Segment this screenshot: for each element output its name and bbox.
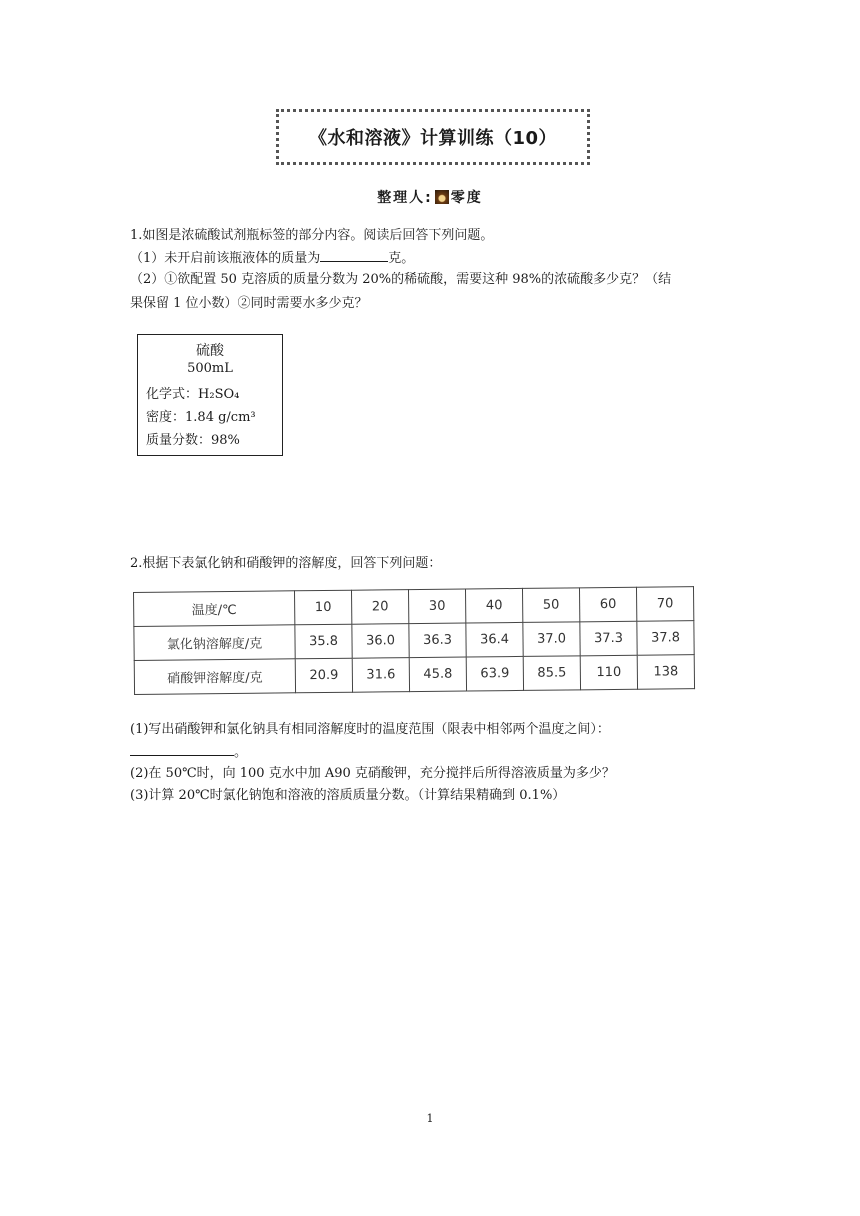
q2-sub1-line2: 。	[130, 742, 247, 763]
q2-stem: 2.根据下表氯化钠和硝酸钾的溶解度，回答下列问题：	[130, 556, 442, 571]
table-cell: 10	[294, 590, 351, 625]
page-number: 1	[426, 1112, 434, 1125]
page-title: 《水和溶液》计算训练（10）	[276, 109, 590, 165]
solubility-table	[133, 586, 695, 695]
answer-blank	[320, 248, 388, 262]
table-cell: 37.8	[637, 621, 694, 656]
table-cell: 40	[465, 588, 522, 623]
table-cell: 110	[580, 655, 637, 690]
table-cell: 36.4	[466, 622, 523, 657]
q2-sub3: (3)计算 20℃时氯化钠饱和溶液的溶质质量分数。（计算结果精确到 0.1%）	[130, 788, 566, 803]
table-cell: 20.9	[295, 658, 352, 693]
answer-blank	[130, 742, 234, 756]
q2-sub1-line1: (1)写出硝酸钾和氯化钠具有相同溶解度时的温度范围（限表中相邻两个温度之间）：	[130, 722, 610, 737]
table-header-cell: 温度/℃	[134, 591, 295, 627]
table-cell: 35.8	[295, 624, 352, 659]
author-line	[0, 187, 860, 207]
table-cell: 36.3	[409, 623, 466, 658]
table-cell: 20	[351, 590, 408, 625]
label-volume: 500mL	[187, 361, 233, 376]
table-row-label: 硝酸钾溶解度/克	[134, 659, 295, 695]
q1-part2-line1: （2）①欲配置 50 克溶质的质量分数为 20%的稀硫酸，需要这种 98%的浓硫酸多少克？（结	[130, 272, 672, 287]
table-cell: 30	[408, 589, 465, 624]
table-cell: 36.0	[352, 624, 409, 659]
q1-stem: 1.如图是浓硫酸试剂瓶标签的部分内容。阅读后回答下列问题。	[130, 228, 494, 243]
acid-bottle-label	[137, 334, 283, 456]
label-fraction: 质量分数：98%	[146, 433, 240, 448]
table-row	[134, 655, 694, 695]
author-name: 零度	[450, 190, 483, 206]
table-cell: 85.5	[523, 656, 580, 691]
label-name: 硫酸	[196, 343, 224, 359]
author-prefix: 整理人:	[377, 190, 433, 206]
q2-sub2: (2)在 50℃时，向 100 克水中加 A90 克硝酸钾，充分搅拌后所得溶液质量为多少？	[130, 766, 615, 781]
label-density: 密度：1.84 g/cm³	[146, 410, 256, 425]
table-cell: 37.0	[523, 622, 580, 657]
table-cell: 37.3	[580, 621, 637, 656]
table-cell: 45.8	[409, 657, 466, 692]
table-cell: 138	[637, 655, 694, 690]
table-cell: 63.9	[466, 656, 523, 691]
table-cell: 31.6	[352, 658, 409, 693]
table-cell: 70	[636, 587, 693, 622]
q1-part1: （1）未开启前该瓶液体的质量为 克。	[130, 248, 414, 269]
author-avatar-icon	[435, 190, 449, 204]
label-formula: 化学式：H₂SO₄	[146, 387, 240, 402]
table-cell: 60	[579, 587, 636, 622]
table-row-label: 氯化钠溶解度/克	[134, 625, 295, 661]
table-cell: 50	[522, 588, 579, 623]
q1-part2-line2: 果保留 1 位小数）②同时需要水多少克？	[130, 296, 368, 311]
